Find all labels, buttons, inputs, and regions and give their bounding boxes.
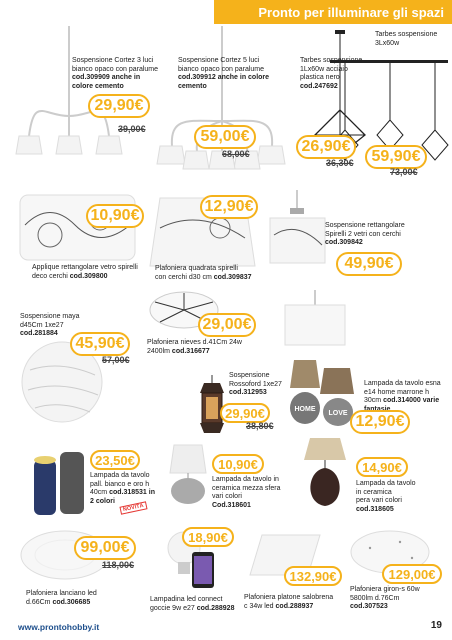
desc-line: Lampada da tavolo in: [212, 476, 279, 483]
new-badge: NOVITÀ: [119, 501, 147, 514]
product-desc-mezza-sfera: [212, 476, 292, 510]
desc-line: Sospensione Cortez 3 luci: [72, 57, 154, 64]
price-value: 132,90€: [289, 568, 337, 584]
sphere-lamp-image: [168, 445, 208, 505]
product-code: cod.309909 anche in colore cemento: [72, 74, 141, 90]
desc-line: Sospensione Cortez 5 luci: [178, 57, 260, 64]
home-lamp-label: HOME: [294, 406, 316, 413]
desc-line: Applique rettangolare vetro spirelli: [32, 264, 138, 271]
old-price: 68,00€: [222, 149, 250, 159]
price-tag: [284, 566, 342, 586]
price-value: 129,00€: [388, 566, 436, 582]
page-title: Pronto per illuminare gli spazi: [258, 4, 444, 20]
price-tag: [88, 94, 150, 118]
price-tag: [212, 454, 264, 474]
desc-line: Plafoniera quadrata spirelli: [155, 265, 238, 272]
price-value: 59,90€: [371, 148, 421, 165]
product-code: cod.314000 varie: [383, 397, 440, 405]
desc-line: e14 home marrone h: [364, 388, 429, 396]
product-desc-palla: [90, 472, 160, 506]
desc-line: plastica nero: [300, 74, 340, 82]
footer-url-link[interactable]: www.prontohobby.it: [18, 622, 100, 632]
price-tag: [382, 564, 442, 584]
desc-line: ceramica mezza sfera: [212, 484, 281, 492]
price-tag: [336, 252, 402, 276]
product-code: cod.312953: [229, 389, 267, 397]
desc-line: Rossoford 1xe27: [229, 380, 282, 388]
desc-line: bianco opaco con paralume: [178, 65, 265, 73]
product-code: cod.281884: [20, 330, 58, 338]
price-tag: [70, 332, 130, 356]
desc-line: c 34w led: [244, 602, 274, 610]
product-code: cod.318531 in 2 colori: [90, 489, 155, 505]
product-desc-tarbes1: [300, 57, 372, 91]
price-tag: [350, 410, 410, 434]
desc-line: pera vari colori: [356, 497, 402, 505]
desc-line: 5800lm d.76Cm: [350, 594, 400, 602]
price-value: 49,90€: [344, 255, 394, 272]
page-number: 19: [430, 620, 442, 631]
desc-line: Spirelli 2 vetri con cerchi: [325, 230, 401, 238]
desc-line: d.66Cm: [26, 598, 51, 606]
price-tag: [198, 313, 256, 337]
price-value: 18,90€: [188, 529, 228, 545]
desc-line: Sospensione rettangolare: [325, 222, 405, 229]
price-value: 99,00€: [80, 539, 130, 556]
price-tag: [182, 527, 234, 547]
product-code: cod.288928: [196, 604, 235, 612]
desc-line: 30cm: [364, 397, 382, 405]
desc-line: Lampada da tavolo: [356, 480, 416, 487]
product-code: cod.316677: [171, 347, 210, 355]
product-desc-cortez5: [178, 57, 270, 91]
product-code: cod.307523: [350, 603, 388, 611]
price-value: 10,90€: [218, 456, 258, 472]
product-code: cod.309912 anche in colore cemento: [178, 74, 270, 90]
price-tag: [200, 195, 258, 219]
desc-line: Tarbes sospensione: [300, 57, 363, 64]
desc-line: Sospensione: [229, 372, 270, 379]
product-desc-pera: [356, 480, 436, 514]
desc-line: vari colori: [212, 493, 242, 501]
product-desc-nieves: [147, 339, 267, 356]
product-desc-cortez3: [72, 57, 162, 91]
desc-line: 40cm: [90, 489, 108, 497]
price-tag: [220, 403, 270, 423]
lantern-image: [198, 375, 226, 435]
desc-line: Lampada da tavolo: [90, 472, 150, 479]
product-desc-spirelli-sosp: [325, 222, 435, 248]
desc-line: goccie 9w e27: [150, 604, 195, 612]
desc-line: Plafoniera platone salobrena: [244, 594, 334, 601]
desc-line: 2400lm: [147, 347, 170, 355]
desc-line: con cerchi d30 cm: [155, 273, 212, 281]
product-desc-rossoford: [229, 372, 299, 398]
desc-line: Sospensione maya: [20, 313, 80, 320]
price-value: 29,90€: [225, 405, 265, 421]
desc-line: d45Cm 1xe27: [20, 321, 64, 329]
price-tag: [365, 145, 427, 169]
price-tag: [74, 536, 136, 560]
price-tag: [296, 135, 356, 159]
price-value: 59,00€: [200, 128, 250, 145]
glass-pendant-image: [280, 290, 350, 350]
price-value: 29,90€: [94, 97, 144, 114]
product-code: cod.309837: [213, 273, 252, 281]
desc-line: deco cerchi: [32, 272, 68, 280]
old-price: 118,00€: [102, 560, 135, 570]
product-desc-salobrena: [244, 594, 354, 611]
love-lamp-label: LOVE: [328, 410, 348, 417]
desc-line: in ceramica: [356, 488, 392, 496]
product-code: cod.309800: [69, 272, 108, 280]
price-value: 29,00€: [202, 316, 252, 333]
header-banner: [214, 0, 452, 24]
old-price: 38,80€: [246, 421, 274, 431]
price-tag: [86, 204, 144, 228]
pear-lamp-image: [302, 438, 348, 508]
product-desc-plafoniera-quadrata: [155, 265, 275, 282]
price-tag: [356, 457, 408, 477]
old-price: 36,30€: [326, 158, 354, 168]
desc-line: Plafoniera nieves d.41Cm 24w: [147, 339, 242, 346]
product-code: Cod.318601: [212, 501, 251, 509]
price-value: 12,90€: [355, 413, 405, 430]
desc-line: 3Lx60w: [375, 39, 400, 47]
palla-lamps-image: [34, 450, 86, 518]
desc-line: bianco opaco con paralume: [72, 65, 159, 73]
price-value: 12,90€: [204, 198, 254, 215]
desc-line: Plafoniera lanciano led: [26, 590, 97, 597]
desc-line: Plafoniera giron-s 60w: [350, 586, 420, 593]
product-code: cod.318605: [356, 505, 394, 513]
product-code: cod.247692: [300, 82, 338, 90]
rect-pendant-image: [262, 190, 332, 270]
chandelier-5-image: [160, 26, 285, 186]
old-price: 73,00€: [390, 167, 418, 177]
desc-line: Tarbes sospensione: [375, 31, 438, 38]
desc-line: Lampada da tavolo esna: [364, 380, 441, 387]
product-code: cod.309842: [325, 239, 363, 247]
price-value: 10,90€: [90, 207, 140, 224]
product-code: cod.306685: [52, 598, 91, 606]
price-value: 23,50€: [95, 452, 135, 468]
price-value: 14,90€: [362, 459, 402, 475]
product-desc-tarbes3: [375, 31, 447, 48]
desc-line: 1Lx60w acciaio: [300, 65, 348, 73]
desc-line: pall. bianco e oro h: [90, 480, 150, 488]
product-code: cod.288937: [275, 602, 314, 610]
product-desc-applique: [32, 264, 152, 281]
old-price: 39,00€: [118, 124, 146, 134]
price-tag: [90, 450, 140, 470]
product-desc-lanciano: [26, 590, 136, 607]
price-value: 26,90€: [301, 138, 351, 155]
price-tag: [194, 125, 256, 149]
price-value: 45,90€: [75, 335, 125, 352]
desc-line: Lampadina led connect: [150, 596, 223, 603]
old-price: 57,00€: [102, 355, 130, 365]
product-desc-giron: [350, 586, 448, 612]
